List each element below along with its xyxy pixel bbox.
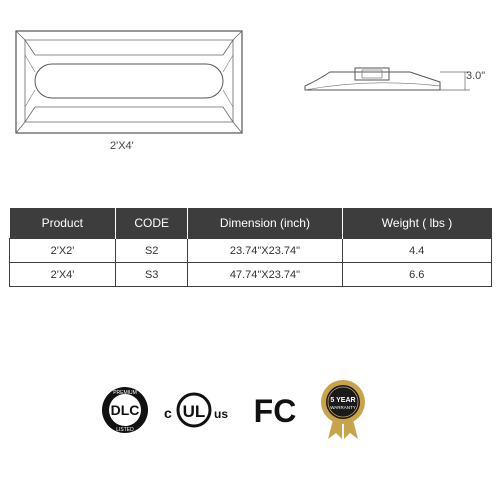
cell-product: 2'X2' — [10, 239, 116, 263]
svg-text:c: c — [164, 405, 172, 421]
cell-weight: 6.6 — [342, 263, 491, 287]
side-view-height-label: 3.0" — [466, 70, 486, 82]
warranty-seal-icon — [318, 375, 368, 440]
svg-text:DLC: DLC — [110, 402, 140, 418]
cell-weight: 4.4 — [342, 239, 491, 263]
svg-text:LISTED: LISTED — [116, 427, 134, 433]
cell-dimension: 47.74"X23.74" — [188, 263, 342, 287]
table-row — [10, 239, 492, 263]
fcc-logo-icon — [250, 390, 300, 430]
fixture-top-view — [15, 30, 245, 135]
cell-code: S2 — [116, 239, 188, 263]
table-header-row — [10, 208, 492, 239]
svg-text:us: us — [214, 407, 229, 421]
svg-text:5 YEAR: 5 YEAR — [330, 397, 356, 404]
svg-text:UL: UL — [182, 402, 206, 421]
cell-code: S3 — [116, 263, 188, 287]
table-row — [10, 263, 492, 287]
header-weight: Weight ( lbs ) — [342, 208, 491, 239]
cell-dimension: 23.74"X23.74" — [188, 239, 342, 263]
svg-text:FC: FC — [253, 393, 297, 429]
header-product: Product — [10, 208, 116, 239]
svg-text:PREMIUM: PREMIUM — [113, 390, 137, 396]
header-code: CODE — [116, 208, 188, 239]
svg-text:WARRANTY: WARRANTY — [330, 405, 356, 410]
top-view-label: 2'X4' — [110, 140, 134, 152]
dlc-listed-logo-icon — [100, 385, 150, 435]
header-dimension: Dimension (inch) — [188, 208, 342, 239]
culus-logo-icon — [160, 390, 235, 430]
spec-table — [9, 208, 492, 287]
cell-product: 2'X4' — [10, 263, 116, 287]
